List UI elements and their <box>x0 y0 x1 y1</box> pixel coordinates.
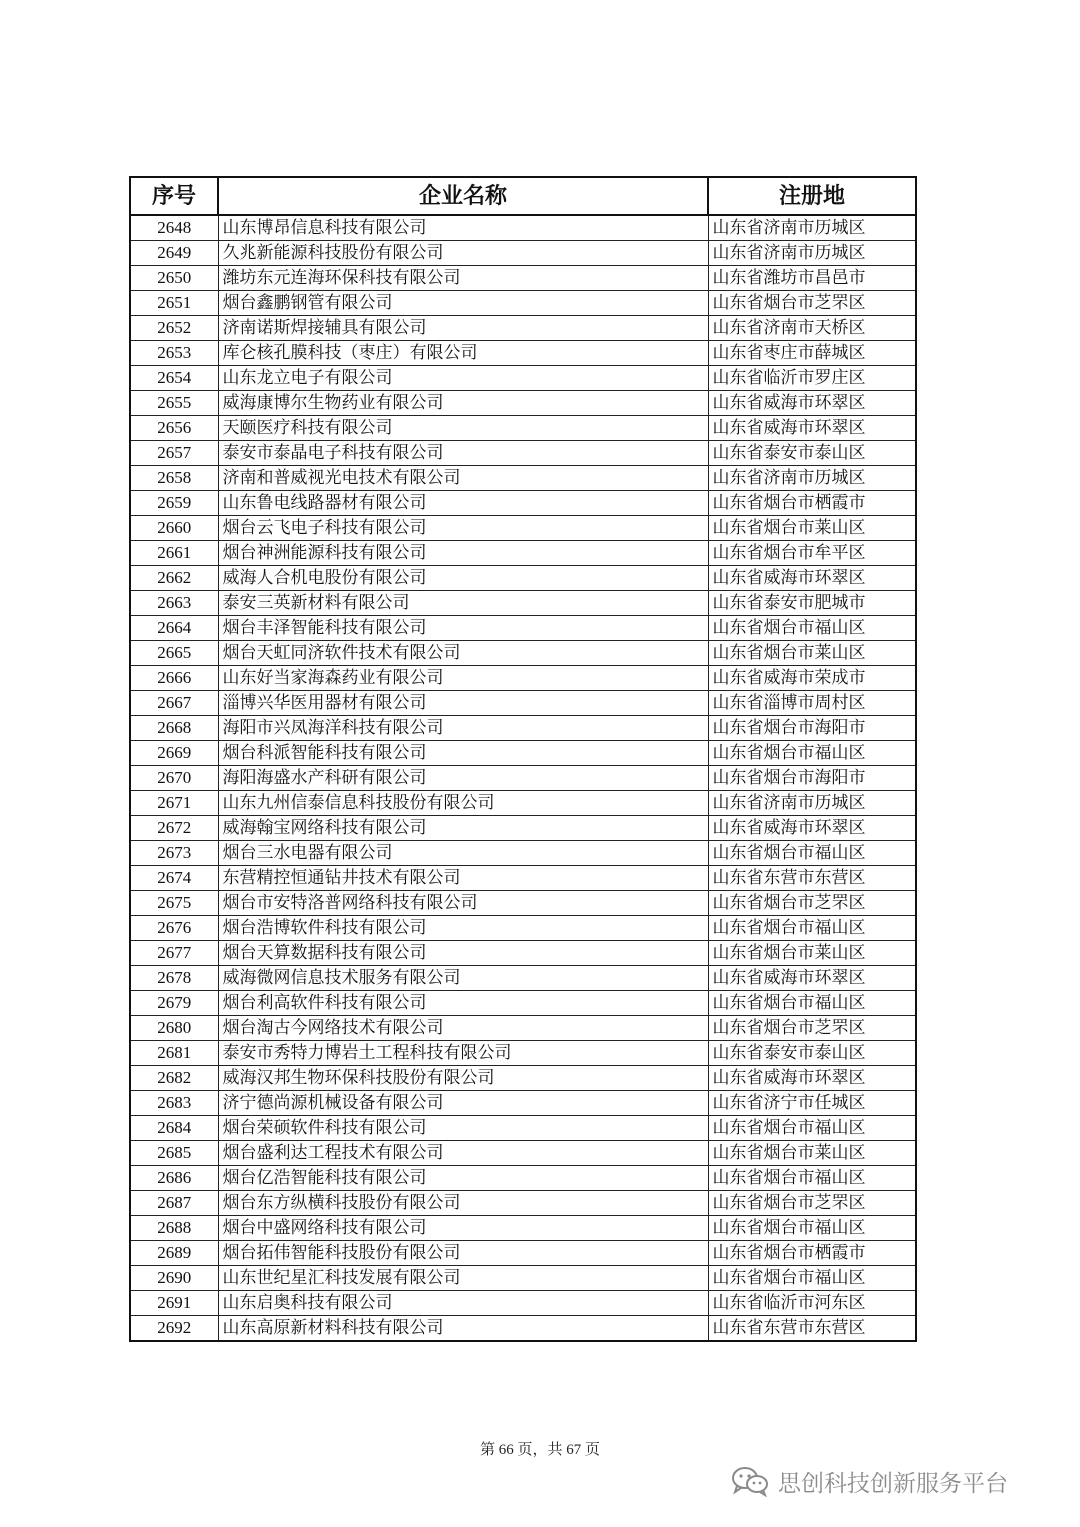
row-serial-number: 2674 <box>130 866 218 891</box>
watermark-text: 思创科技创新服务平台 <box>778 1470 1008 1497</box>
table-row <box>130 766 916 791</box>
row-company-name: 烟台云飞电子科技有限公司 <box>218 516 708 541</box>
row-company-name: 烟台科派智能科技有限公司 <box>218 741 708 766</box>
row-company-name: 山东好当家海森药业有限公司 <box>218 666 708 691</box>
row-registered-location: 山东省济南市历城区 <box>708 466 916 491</box>
row-registered-location: 山东省临沂市河东区 <box>708 1291 916 1316</box>
row-serial-number: 2679 <box>130 991 218 1016</box>
table-row <box>130 816 916 841</box>
row-registered-location: 山东省威海市环翠区 <box>708 1066 916 1091</box>
row-serial-number: 2675 <box>130 891 218 916</box>
row-registered-location: 山东省烟台市莱山区 <box>708 641 916 666</box>
row-registered-location: 山东省济南市天桥区 <box>708 316 916 341</box>
row-company-name: 山东启奥科技有限公司 <box>218 1291 708 1316</box>
wechat-icon <box>730 1465 770 1497</box>
row-serial-number: 2656 <box>130 416 218 441</box>
row-company-name: 济宁德尚源机械设备有限公司 <box>218 1091 708 1116</box>
table-row <box>130 1291 916 1316</box>
table-row <box>130 791 916 816</box>
table-row <box>130 941 916 966</box>
row-company-name: 淄博兴华医用器材有限公司 <box>218 691 708 716</box>
row-registered-location: 山东省济南市历城区 <box>708 791 916 816</box>
row-registered-location: 山东省烟台市福山区 <box>708 1166 916 1191</box>
table-row <box>130 691 916 716</box>
row-registered-location: 山东省威海市环翠区 <box>708 816 916 841</box>
table-row <box>130 916 916 941</box>
row-serial-number: 2654 <box>130 366 218 391</box>
table-row <box>130 1141 916 1166</box>
row-registered-location: 山东省烟台市芝罘区 <box>708 1016 916 1041</box>
row-registered-location: 山东省济南市历城区 <box>708 215 916 241</box>
row-company-name: 济南诺斯焊接辅具有限公司 <box>218 316 708 341</box>
row-serial-number: 2678 <box>130 966 218 991</box>
row-registered-location: 山东省烟台市莱山区 <box>708 516 916 541</box>
table-row <box>130 716 916 741</box>
row-company-name: 烟台天算数据科技有限公司 <box>218 941 708 966</box>
table-row <box>130 491 916 516</box>
row-registered-location: 山东省东营市东营区 <box>708 1316 916 1342</box>
row-serial-number: 2680 <box>130 1016 218 1041</box>
row-company-name: 烟台淘古今网络技术有限公司 <box>218 1016 708 1041</box>
row-serial-number: 2655 <box>130 391 218 416</box>
row-serial-number: 2685 <box>130 1141 218 1166</box>
row-company-name: 库仑核孔膜科技（枣庄）有限公司 <box>218 341 708 366</box>
table-row <box>130 841 916 866</box>
row-registered-location: 山东省枣庄市薛城区 <box>708 341 916 366</box>
table-row <box>130 291 916 316</box>
row-company-name: 烟台市安特洛普网络科技有限公司 <box>218 891 708 916</box>
row-serial-number: 2664 <box>130 616 218 641</box>
row-company-name: 泰安市泰晶电子科技有限公司 <box>218 441 708 466</box>
row-serial-number: 2684 <box>130 1116 218 1141</box>
row-serial-number: 2668 <box>130 716 218 741</box>
row-serial-number: 2662 <box>130 566 218 591</box>
row-registered-location: 山东省威海市环翠区 <box>708 416 916 441</box>
row-registered-location: 山东省威海市环翠区 <box>708 391 916 416</box>
row-serial-number: 2692 <box>130 1316 218 1342</box>
table-row <box>130 316 916 341</box>
table-row <box>130 516 916 541</box>
row-serial-number: 2661 <box>130 541 218 566</box>
table-row <box>130 1091 916 1116</box>
row-company-name: 海阳市兴凤海洋科技有限公司 <box>218 716 708 741</box>
row-registered-location: 山东省济宁市任城区 <box>708 1091 916 1116</box>
row-company-name: 烟台三水电器有限公司 <box>218 841 708 866</box>
table-row <box>130 641 916 666</box>
table-row <box>130 991 916 1016</box>
row-serial-number: 2659 <box>130 491 218 516</box>
table-row <box>130 1266 916 1291</box>
row-company-name: 烟台荣硕软件科技有限公司 <box>218 1116 708 1141</box>
row-serial-number: 2689 <box>130 1241 218 1266</box>
table-row <box>130 466 916 491</box>
table-row <box>130 1066 916 1091</box>
row-serial-number: 2652 <box>130 316 218 341</box>
row-serial-number: 2657 <box>130 441 218 466</box>
row-company-name: 威海汉邦生物环保科技股份有限公司 <box>218 1066 708 1091</box>
row-company-name: 烟台中盛网络科技有限公司 <box>218 1216 708 1241</box>
row-company-name: 济南和普威视光电技术有限公司 <box>218 466 708 491</box>
row-company-name: 天颐医疗科技有限公司 <box>218 416 708 441</box>
table-row <box>130 1016 916 1041</box>
row-company-name: 泰安三英新材料有限公司 <box>218 591 708 616</box>
row-registered-location: 山东省烟台市海阳市 <box>708 716 916 741</box>
row-registered-location: 山东省威海市环翠区 <box>708 966 916 991</box>
row-serial-number: 2658 <box>130 466 218 491</box>
row-company-name: 烟台浩博软件科技有限公司 <box>218 916 708 941</box>
table-body <box>130 215 916 1341</box>
row-company-name: 山东龙立电子有限公司 <box>218 366 708 391</box>
row-company-name: 威海人合机电股份有限公司 <box>218 566 708 591</box>
company-table <box>129 176 917 1342</box>
table-row <box>130 891 916 916</box>
watermark <box>730 1463 1008 1499</box>
row-company-name: 潍坊东元连海环保科技有限公司 <box>218 266 708 291</box>
row-registered-location: 山东省烟台市芝罘区 <box>708 891 916 916</box>
row-registered-location: 山东省烟台市芝罘区 <box>708 1191 916 1216</box>
row-serial-number: 2666 <box>130 666 218 691</box>
table-row <box>130 391 916 416</box>
row-serial-number: 2677 <box>130 941 218 966</box>
table-row <box>130 1166 916 1191</box>
table-row <box>130 741 916 766</box>
row-company-name: 烟台天虹同济软件技术有限公司 <box>218 641 708 666</box>
row-serial-number: 2660 <box>130 516 218 541</box>
row-company-name: 山东世纪星汇科技发展有限公司 <box>218 1266 708 1291</box>
row-company-name: 烟台利高软件科技有限公司 <box>218 991 708 1016</box>
row-serial-number: 2687 <box>130 1191 218 1216</box>
table-row <box>130 215 916 241</box>
row-serial-number: 2671 <box>130 791 218 816</box>
row-registered-location: 山东省烟台市福山区 <box>708 741 916 766</box>
table-header-row <box>130 177 916 215</box>
row-serial-number: 2688 <box>130 1216 218 1241</box>
table-row <box>130 416 916 441</box>
row-serial-number: 2665 <box>130 641 218 666</box>
row-registered-location: 山东省淄博市周村区 <box>708 691 916 716</box>
table-row <box>130 341 916 366</box>
table-row <box>130 591 916 616</box>
row-registered-location: 山东省烟台市福山区 <box>708 1216 916 1241</box>
row-registered-location: 山东省泰安市肥城市 <box>708 591 916 616</box>
table-row <box>130 1316 916 1342</box>
row-registered-location: 山东省烟台市莱山区 <box>708 941 916 966</box>
row-serial-number: 2683 <box>130 1091 218 1116</box>
row-company-name: 烟台亿浩智能科技有限公司 <box>218 1166 708 1191</box>
row-serial-number: 2691 <box>130 1291 218 1316</box>
row-serial-number: 2663 <box>130 591 218 616</box>
header-company-name: 企业名称 <box>218 177 708 215</box>
row-registered-location: 山东省临沂市罗庄区 <box>708 366 916 391</box>
row-company-name: 烟台东方纵横科技股份有限公司 <box>218 1191 708 1216</box>
row-serial-number: 2682 <box>130 1066 218 1091</box>
table-row <box>130 566 916 591</box>
header-registered-location: 注册地 <box>708 177 916 215</box>
row-registered-location: 山东省烟台市福山区 <box>708 841 916 866</box>
row-registered-location: 山东省威海市环翠区 <box>708 566 916 591</box>
row-company-name: 山东博昂信息科技有限公司 <box>218 215 708 241</box>
row-registered-location: 山东省烟台市福山区 <box>708 1116 916 1141</box>
row-serial-number: 2649 <box>130 241 218 266</box>
row-serial-number: 2673 <box>130 841 218 866</box>
row-company-name: 东营精控恒通钻井技术有限公司 <box>218 866 708 891</box>
row-company-name: 烟台盛利达工程技术有限公司 <box>218 1141 708 1166</box>
row-serial-number: 2681 <box>130 1041 218 1066</box>
row-registered-location: 山东省烟台市栖霞市 <box>708 1241 916 1266</box>
row-registered-location: 山东省潍坊市昌邑市 <box>708 266 916 291</box>
table-row <box>130 1041 916 1066</box>
row-company-name: 泰安市秀特力博岩土工程科技有限公司 <box>218 1041 708 1066</box>
row-company-name: 山东鲁电线路器材有限公司 <box>218 491 708 516</box>
table-row <box>130 1241 916 1266</box>
row-company-name: 烟台丰泽智能科技有限公司 <box>218 616 708 641</box>
table-row <box>130 366 916 391</box>
row-serial-number: 2667 <box>130 691 218 716</box>
header-serial-number: 序号 <box>130 177 218 215</box>
row-company-name: 威海翰宝网络科技有限公司 <box>218 816 708 841</box>
table-row <box>130 1191 916 1216</box>
row-company-name: 威海微网信息技术服务有限公司 <box>218 966 708 991</box>
page-number-footer: 第 66 页，共 67 页 <box>479 1442 600 1458</box>
row-registered-location: 山东省烟台市福山区 <box>708 991 916 1016</box>
row-serial-number: 2670 <box>130 766 218 791</box>
table-row <box>130 966 916 991</box>
row-registered-location: 山东省烟台市福山区 <box>708 1266 916 1291</box>
row-registered-location: 山东省烟台市莱山区 <box>708 1141 916 1166</box>
row-company-name: 威海康博尔生物药业有限公司 <box>218 391 708 416</box>
row-serial-number: 2648 <box>130 215 218 241</box>
table-row <box>130 666 916 691</box>
row-company-name: 山东九州信泰信息科技股份有限公司 <box>218 791 708 816</box>
row-registered-location: 山东省烟台市海阳市 <box>708 766 916 791</box>
row-company-name: 山东高原新材料科技有限公司 <box>218 1316 708 1342</box>
row-serial-number: 2672 <box>130 816 218 841</box>
row-company-name: 烟台神洲能源科技有限公司 <box>218 541 708 566</box>
row-registered-location: 山东省烟台市栖霞市 <box>708 491 916 516</box>
row-registered-location: 山东省烟台市芝罘区 <box>708 291 916 316</box>
row-serial-number: 2650 <box>130 266 218 291</box>
row-registered-location: 山东省泰安市泰山区 <box>708 1041 916 1066</box>
row-serial-number: 2690 <box>130 1266 218 1291</box>
row-registered-location: 山东省东营市东营区 <box>708 866 916 891</box>
row-serial-number: 2686 <box>130 1166 218 1191</box>
row-serial-number: 2653 <box>130 341 218 366</box>
table-row <box>130 266 916 291</box>
table-row <box>130 1116 916 1141</box>
table-row <box>130 541 916 566</box>
row-company-name: 久兆新能源科技股份有限公司 <box>218 241 708 266</box>
row-registered-location: 山东省烟台市牟平区 <box>708 541 916 566</box>
row-company-name: 烟台鑫鹏钢管有限公司 <box>218 291 708 316</box>
table-row <box>130 616 916 641</box>
row-company-name: 烟台拓伟智能科技股份有限公司 <box>218 1241 708 1266</box>
row-serial-number: 2651 <box>130 291 218 316</box>
row-registered-location: 山东省烟台市福山区 <box>708 916 916 941</box>
table-row <box>130 441 916 466</box>
table-row <box>130 866 916 891</box>
table-row <box>130 241 916 266</box>
row-company-name: 海阳海盛水产科研有限公司 <box>218 766 708 791</box>
row-registered-location: 山东省济南市历城区 <box>708 241 916 266</box>
row-serial-number: 2676 <box>130 916 218 941</box>
row-serial-number: 2669 <box>130 741 218 766</box>
table-row <box>130 1216 916 1241</box>
row-registered-location: 山东省威海市荣成市 <box>708 666 916 691</box>
row-registered-location: 山东省烟台市福山区 <box>708 616 916 641</box>
row-registered-location: 山东省泰安市泰山区 <box>708 441 916 466</box>
